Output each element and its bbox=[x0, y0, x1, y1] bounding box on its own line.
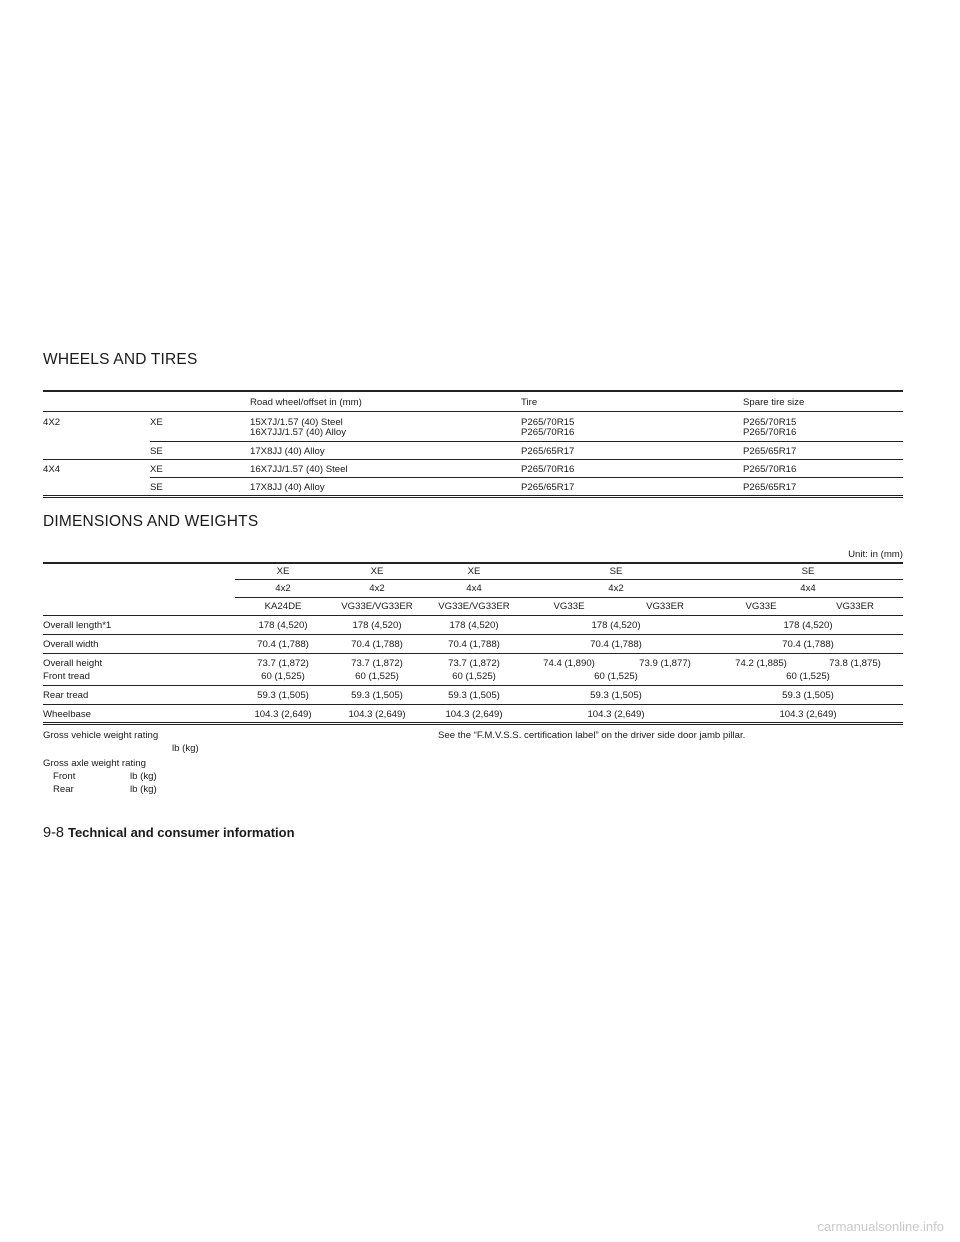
overall-height-value: 74.4 (1,890) bbox=[543, 658, 595, 669]
grade-header: XE bbox=[276, 566, 290, 577]
wheels-row-tire: P265/70R16 bbox=[521, 427, 575, 438]
section-title: Technical and consumer information bbox=[67, 825, 295, 840]
gvwr-label: Gross vehicle weight rating bbox=[43, 730, 159, 741]
grade-header: SE bbox=[801, 566, 815, 577]
wheels-bottom-rule bbox=[43, 495, 903, 498]
rear-tread-value: 59.3 (1,505) bbox=[448, 690, 500, 701]
rear-tread-value: 59.3 (1,505) bbox=[351, 690, 403, 701]
drive-header: 4x2 bbox=[275, 583, 291, 594]
wheels-table bbox=[43, 390, 903, 500]
wheelbase-value: 104.3 (2,649) bbox=[779, 709, 837, 720]
overall-height-value: 74.2 (1,885) bbox=[735, 658, 787, 669]
wheels-row-spare: P265/70R16 bbox=[743, 427, 797, 438]
front-tread-value: 60 (1,525) bbox=[786, 671, 830, 682]
overall-length-value: 178 (4,520) bbox=[783, 620, 833, 631]
wheels-row-grade: SE bbox=[150, 482, 163, 493]
gawr-rear-label: Rear bbox=[53, 784, 74, 795]
dimensions-table bbox=[43, 548, 903, 798]
wheels-row-drive: 4X4 bbox=[43, 464, 61, 475]
overall-width-value: 70.4 (1,788) bbox=[351, 639, 403, 650]
front-tread-value: 60 (1,525) bbox=[261, 671, 305, 682]
overall-width-value: 70.4 (1,788) bbox=[448, 639, 500, 650]
overall-height-value: 73.7 (1,872) bbox=[257, 658, 309, 669]
front-tread-value: 60 (1,525) bbox=[355, 671, 399, 682]
wheels-row-spare: P265/70R15 bbox=[743, 417, 797, 428]
overall-width-value: 70.4 (1,788) bbox=[257, 639, 309, 650]
watermark: carmanualsonline.info bbox=[817, 1219, 944, 1234]
engine-header: VG33ER bbox=[836, 601, 874, 612]
gawr-front-unit: lb (kg) bbox=[130, 771, 157, 782]
overall-height-value: 73.7 (1,872) bbox=[351, 658, 403, 669]
engine-header: VG33E bbox=[553, 601, 585, 612]
drive-header: 4x2 bbox=[369, 583, 385, 594]
engine-header: KA24DE bbox=[264, 601, 302, 612]
wheels-top-rule bbox=[43, 390, 903, 392]
overall-length-label: Overall length*1 bbox=[43, 620, 112, 631]
unit-label: Unit: in (mm) bbox=[848, 549, 903, 560]
rear-tread-value: 59.3 (1,505) bbox=[782, 690, 834, 701]
overall-length-value: 178 (4,520) bbox=[591, 620, 641, 631]
front-tread-value: 60 (1,525) bbox=[452, 671, 496, 682]
wheelbase-value: 104.3 (2,649) bbox=[445, 709, 503, 720]
wheels-row-spare: P265/65R17 bbox=[743, 482, 797, 493]
gvwr-unit: lb (kg) bbox=[172, 743, 199, 754]
overall-length-value: 178 (4,520) bbox=[352, 620, 402, 631]
wheels-row-tire: P265/70R16 bbox=[521, 464, 575, 475]
overall-height-value: 73.9 (1,877) bbox=[639, 658, 691, 669]
grade-header: XE bbox=[370, 566, 384, 577]
engine-header: VG33E/VG33ER bbox=[438, 601, 510, 612]
overall-width-value: 70.4 (1,788) bbox=[590, 639, 642, 650]
engine-header: VG33E/VG33ER bbox=[341, 601, 413, 612]
engine-header: VG33ER bbox=[646, 601, 684, 612]
overall-width-label: Overall width bbox=[43, 639, 99, 650]
wheelbase-value: 104.3 (2,649) bbox=[348, 709, 406, 720]
overall-width-value: 70.4 (1,788) bbox=[782, 639, 834, 650]
wheelbase-value: 104.3 (2,649) bbox=[254, 709, 312, 720]
drive-header: 4x4 bbox=[800, 583, 816, 594]
grade-header: XE bbox=[467, 566, 481, 577]
wheels-row-wheel: 16X7JJ/1.57 (40) Alloy bbox=[250, 427, 346, 438]
gawr-front-label: Front bbox=[53, 771, 76, 782]
wheels-row-spare: P265/65R17 bbox=[743, 446, 797, 457]
rear-tread-label: Rear tread bbox=[43, 690, 89, 701]
wheels-row-grade: XE bbox=[150, 417, 163, 428]
gawr-rear-unit: lb (kg) bbox=[130, 784, 157, 795]
wheels-row-grade: SE bbox=[150, 446, 163, 457]
drive-header: 4x4 bbox=[466, 583, 482, 594]
rear-tread-value: 59.3 (1,505) bbox=[257, 690, 309, 701]
overall-height-value: 73.8 (1,875) bbox=[829, 658, 881, 669]
wheels-header-tire: Tire bbox=[521, 397, 538, 408]
overall-height-value: 73.7 (1,872) bbox=[448, 658, 500, 669]
front-tread-label: Front tread bbox=[43, 671, 90, 682]
rear-tread-value: 59.3 (1,505) bbox=[590, 690, 642, 701]
grade-header: SE bbox=[609, 566, 623, 577]
overall-length-value: 178 (4,520) bbox=[258, 620, 308, 631]
wheelbase-value: 104.3 (2,649) bbox=[587, 709, 645, 720]
wheels-row-grade: XE bbox=[150, 464, 163, 475]
dimensions-title: DIMENSIONS AND WEIGHTS bbox=[43, 513, 259, 530]
page-footer bbox=[43, 825, 295, 841]
wheels-row-wheel: 15X7J/1.57 (40) Steel bbox=[250, 417, 343, 428]
wheels-row-tire: P265/65R17 bbox=[521, 482, 575, 493]
drive-header: 4x2 bbox=[608, 583, 624, 594]
wheelbase-label: Wheelbase bbox=[43, 709, 91, 720]
overall-length-value: 178 (4,520) bbox=[449, 620, 499, 631]
front-tread-value: 60 (1,525) bbox=[594, 671, 638, 682]
wheels-title: WHEELS AND TIRES bbox=[43, 351, 198, 368]
wheels-row-spare: P265/70R16 bbox=[743, 464, 797, 475]
page-number: 9-8 bbox=[43, 825, 64, 841]
overall-height-label: Overall height bbox=[43, 658, 103, 669]
wheels-header-wheel: Road wheel/offset in (mm) bbox=[250, 397, 362, 408]
wheels-row-tire: P265/70R15 bbox=[521, 417, 575, 428]
engine-header: VG33E bbox=[745, 601, 777, 612]
wheels-row-wheel: 16X7JJ/1.57 (40) Steel bbox=[250, 464, 348, 475]
wheels-row-tire: P265/65R17 bbox=[521, 446, 575, 457]
wheels-header-spare: Spare tire size bbox=[743, 397, 805, 408]
wheels-row-drive: 4X2 bbox=[43, 417, 61, 428]
weight-note: See the “F.M.V.S.S. certification label” on the driver side door jamb pillar. bbox=[438, 730, 746, 741]
wheels-row-wheel: 17X8JJ (40) Alloy bbox=[250, 482, 325, 493]
wheels-row-wheel: 17X8JJ (40) Alloy bbox=[250, 446, 325, 457]
gawr-label: Gross axle weight rating bbox=[43, 758, 146, 769]
